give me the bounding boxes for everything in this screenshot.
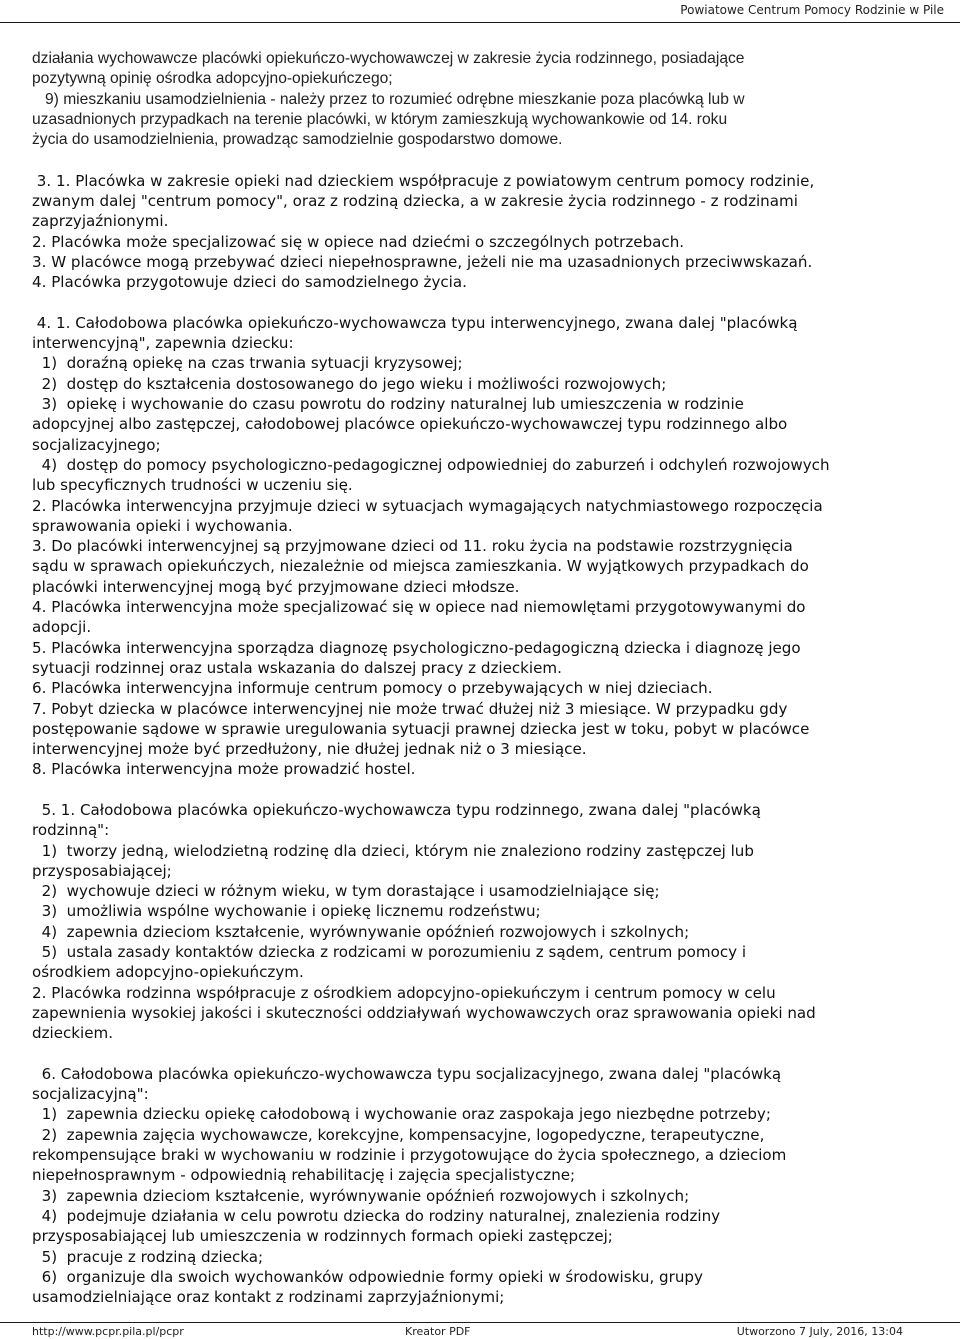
text-line: 6. Całodobowa placówka opiekuńczo-wychowawcza typu socjalizacyjnego, zwana dalej "placówką — [32, 1064, 782, 1083]
text-line: interwencyjną", zapewnia dziecku: — [32, 334, 294, 353]
text-line: sprawowania opieki i wychowania. — [32, 516, 293, 535]
text-line: 2. Placówka może specjalizować się w opiece nad dziećmi o szczególnych potrzebach. — [32, 232, 685, 251]
footer-url[interactable]: http://www.pcpr.pila.pl/pcpr — [32, 1325, 184, 1338]
header-title: Powiatowe Centrum Pomocy Rodzinie w Pile — [680, 3, 944, 17]
text-line: działania wychowawcze placówki opiekuńczo-wychowawczej w zakresie życia rodzinnego, posiadające — [32, 50, 745, 67]
text-line: dzieckiem. — [32, 1024, 114, 1043]
paragraph-block — [32, 171, 932, 293]
text-line: placówki interwencyjnej mogą być przyjmowane dzieci młodsze. — [32, 577, 520, 596]
text-line: 3) umożliwia wspólne wychowanie i opiekę licznemu rodzeństwu; — [32, 902, 541, 921]
page-footer — [0, 1322, 960, 1339]
text-line: interwencyjnej może być przedłużony, nie dłużej jednak niż o 3 miesiące. — [32, 740, 587, 759]
text-line: 3. W placówce mogą przebywać dzieci niepełnosprawne, jeżeli nie ma uzasadnionych przeciwwskazań. — [32, 252, 813, 271]
text-line: 4) podejmuje działania w celu powrotu dziecka do rodziny naturalnej, znalezienia rodziny — [32, 1206, 721, 1225]
paragraph-block — [32, 49, 932, 150]
text-line: 9) mieszkaniu usamodzielnienia - należy przez to rozumieć odrębne mieszkanie poza placówką lub w — [32, 90, 745, 108]
paragraph-block — [32, 313, 932, 780]
text-line: 1) zapewnia dziecku opiekę całodobową i wychowanie oraz zaspokaja jego niezbędne potrzeby; — [32, 1105, 771, 1124]
text-line: zapewnienia wysokiej jakości i skuteczności oddziaływań wychowawczych oraz sprawowania opieki nad — [32, 1003, 816, 1022]
text-line: socjalizacyjnego; — [32, 435, 161, 454]
text-line: 5) ustala zasady kontaktów dziecka z rodzicami w porozumieniu z sądem, centrum pomocy i — [32, 943, 747, 962]
text-line: 3) opiekę i wychowanie do czasu powrotu do rodziny naturalnej lub umieszczenia w rodzinie — [32, 395, 744, 414]
text-line: przysposabiającej; — [32, 861, 172, 880]
text-line: adopcyjnej albo zastępczej, całodobowej placówce opiekuńczo-wychowawczej typu rodzinnego albo — [32, 415, 788, 434]
text-line: 1) doraźną opiekę na czas trwania sytuacji kryzysowej; — [32, 354, 463, 373]
text-line: postępowanie sądowe w sprawie uregulowania sytuacji prawnej dziecka jest w toku, pobyt w placówce — [32, 719, 810, 738]
text-line: 2. Placówka rodzinna współpracuje z ośrodkiem adopcyjno-opiekuńczym i centrum pomocy w celu — [32, 983, 776, 1002]
text-line: 4) zapewnia dzieciom kształcenie, wyrównywanie opóźnień rozwojowych i szkolnych; — [32, 922, 690, 941]
text-line: 4) dostęp do pomocy psychologiczno-pedagogicznej odpowiedniej do zaburzeń i odchyleń rozwojowych — [32, 455, 830, 474]
text-line: adopcji. — [32, 618, 92, 637]
page-header — [0, 0, 960, 23]
footer-created-date: Utworzono 7 July, 2016, 13:04 — [736, 1325, 903, 1338]
text-line: socjalizacyjną": — [32, 1085, 149, 1104]
text-line: ośrodkiem adopcyjno-opiekuńczym. — [32, 963, 304, 982]
text-line: 2) zapewnia zajęcia wychowawcze, korekcyjne, kompensacyjne, logopedyczne, terapeutyczne, — [32, 1125, 765, 1144]
text-line: zaprzyjaźnionymi. — [32, 212, 169, 231]
text-line: przysposabiającej lub umieszczenia w rodzinnych formach opieki zastępczej; — [32, 1227, 613, 1246]
text-line: 5. 1. Całodobowa placówka opiekuńczo-wychowawcza typu rodzinnego, zwana dalej "placówką — [32, 800, 761, 819]
document-body — [32, 49, 932, 1307]
text-line: 8. Placówka interwencyjna może prowadzić hostel. — [32, 760, 416, 779]
text-line: życia do usamodzielnienia, prowadząc samodzielnie gospodarstwo domowe. — [32, 131, 563, 149]
footer-creator: Kreator PDF — [405, 1325, 471, 1338]
text-line: 3. 1. Placówka w zakresie opieki nad dzieckiem współpracuje z powiatowym centrum pomocy rodzinie, — [32, 171, 815, 190]
text-line: niepełnosprawnym - odpowiednią rehabilitację i zajęcia specjalistyczne; — [32, 1166, 576, 1185]
text-line: zwanym dalej "centrum pomocy", oraz z rodziną dziecka, a w zakresie życia rodzinnego - z rodzinami — [32, 192, 798, 211]
text-line: uzasadnionych przypadkach na terenie placówki, w którym zamieszkują wychowankowie od 14. roku — [32, 110, 728, 128]
text-line: 5. Placówka interwencyjna sporządza diagnozę psychologiczno-pedagogiczną dziecka i diagnozę jego — [32, 638, 801, 657]
text-line: 7. Pobyt dziecka w placówce interwencyjnej nie może trwać dłużej niż 3 miesiące. W przypadku gdy — [32, 699, 788, 718]
text-line: sytuacji rodzinnej oraz ustala wskazania do dalszej pracy z dzieckiem. — [32, 658, 562, 677]
text-line: 2) wychowuje dzieci w różnym wieku, w tym dorastające i usamodzielniające się; — [32, 882, 660, 901]
text-line: 6) organizuje dla swoich wychowanków odpowiednie formy opieki w środowisku, grupy — [32, 1267, 703, 1286]
text-line: rekompensujące braki w wychowaniu w rodzinie i przygotowujące do życia społecznego, a dzieciom — [32, 1146, 787, 1165]
paragraph-block — [32, 1064, 932, 1308]
paragraph-block — [32, 800, 932, 1044]
text-line: 3) zapewnia dzieciom kształcenie, wyrównywanie opóźnień rozwojowych i szkolnych; — [32, 1186, 690, 1205]
text-line: 4. Placówka interwencyjna może specjalizować się w opiece nad niemowlętami przygotowywanymi do — [32, 598, 806, 617]
text-line: 1) tworzy jedną, wielodzietną rodzinę dla dzieci, którym nie znaleziono rodziny zastępczej lub — [32, 841, 754, 860]
text-line: 4. Placówka przygotowuje dzieci do samodzielnego życia. — [32, 273, 467, 292]
text-line: 6. Placówka interwencyjna informuje centrum pomocy o przebywających w niej dzieciach. — [32, 679, 713, 698]
text-line: pozytywną opinię ośrodka adopcyjno-opiekuńczego; — [32, 70, 393, 88]
text-line: 2) dostęp do kształcenia dostosowanego do jego wieku i możliwości rozwojowych; — [32, 374, 667, 393]
text-line: usamodzielniające oraz kontakt z rodzinami zaprzyjaźnionymi; — [32, 1288, 505, 1307]
text-line: sądu w sprawach opiekuńczych, niezależnie od miejsca zamieszkania. W wyjątkowych przypadkach do — [32, 557, 809, 576]
text-line: 5) pracuje z rodziną dziecka; — [32, 1247, 264, 1266]
text-line: lub specyficznych trudności w uczeniu się. — [32, 476, 353, 495]
text-line: rodzinną": — [32, 821, 110, 840]
text-line: 2. Placówka interwencyjna przyjmuje dzieci w sytuacjach wymagających natychmiastowego rozpoczęcia — [32, 496, 823, 515]
text-line: 3. Do placówki interwencyjnej są przyjmowane dzieci od 11. roku życia na podstawie rozstrzygnięcia — [32, 537, 793, 556]
text-line: 4. 1. Całodobowa placówka opiekuńczo-wychowawcza typu interwencyjnego, zwana dalej "placówką — [32, 313, 798, 332]
